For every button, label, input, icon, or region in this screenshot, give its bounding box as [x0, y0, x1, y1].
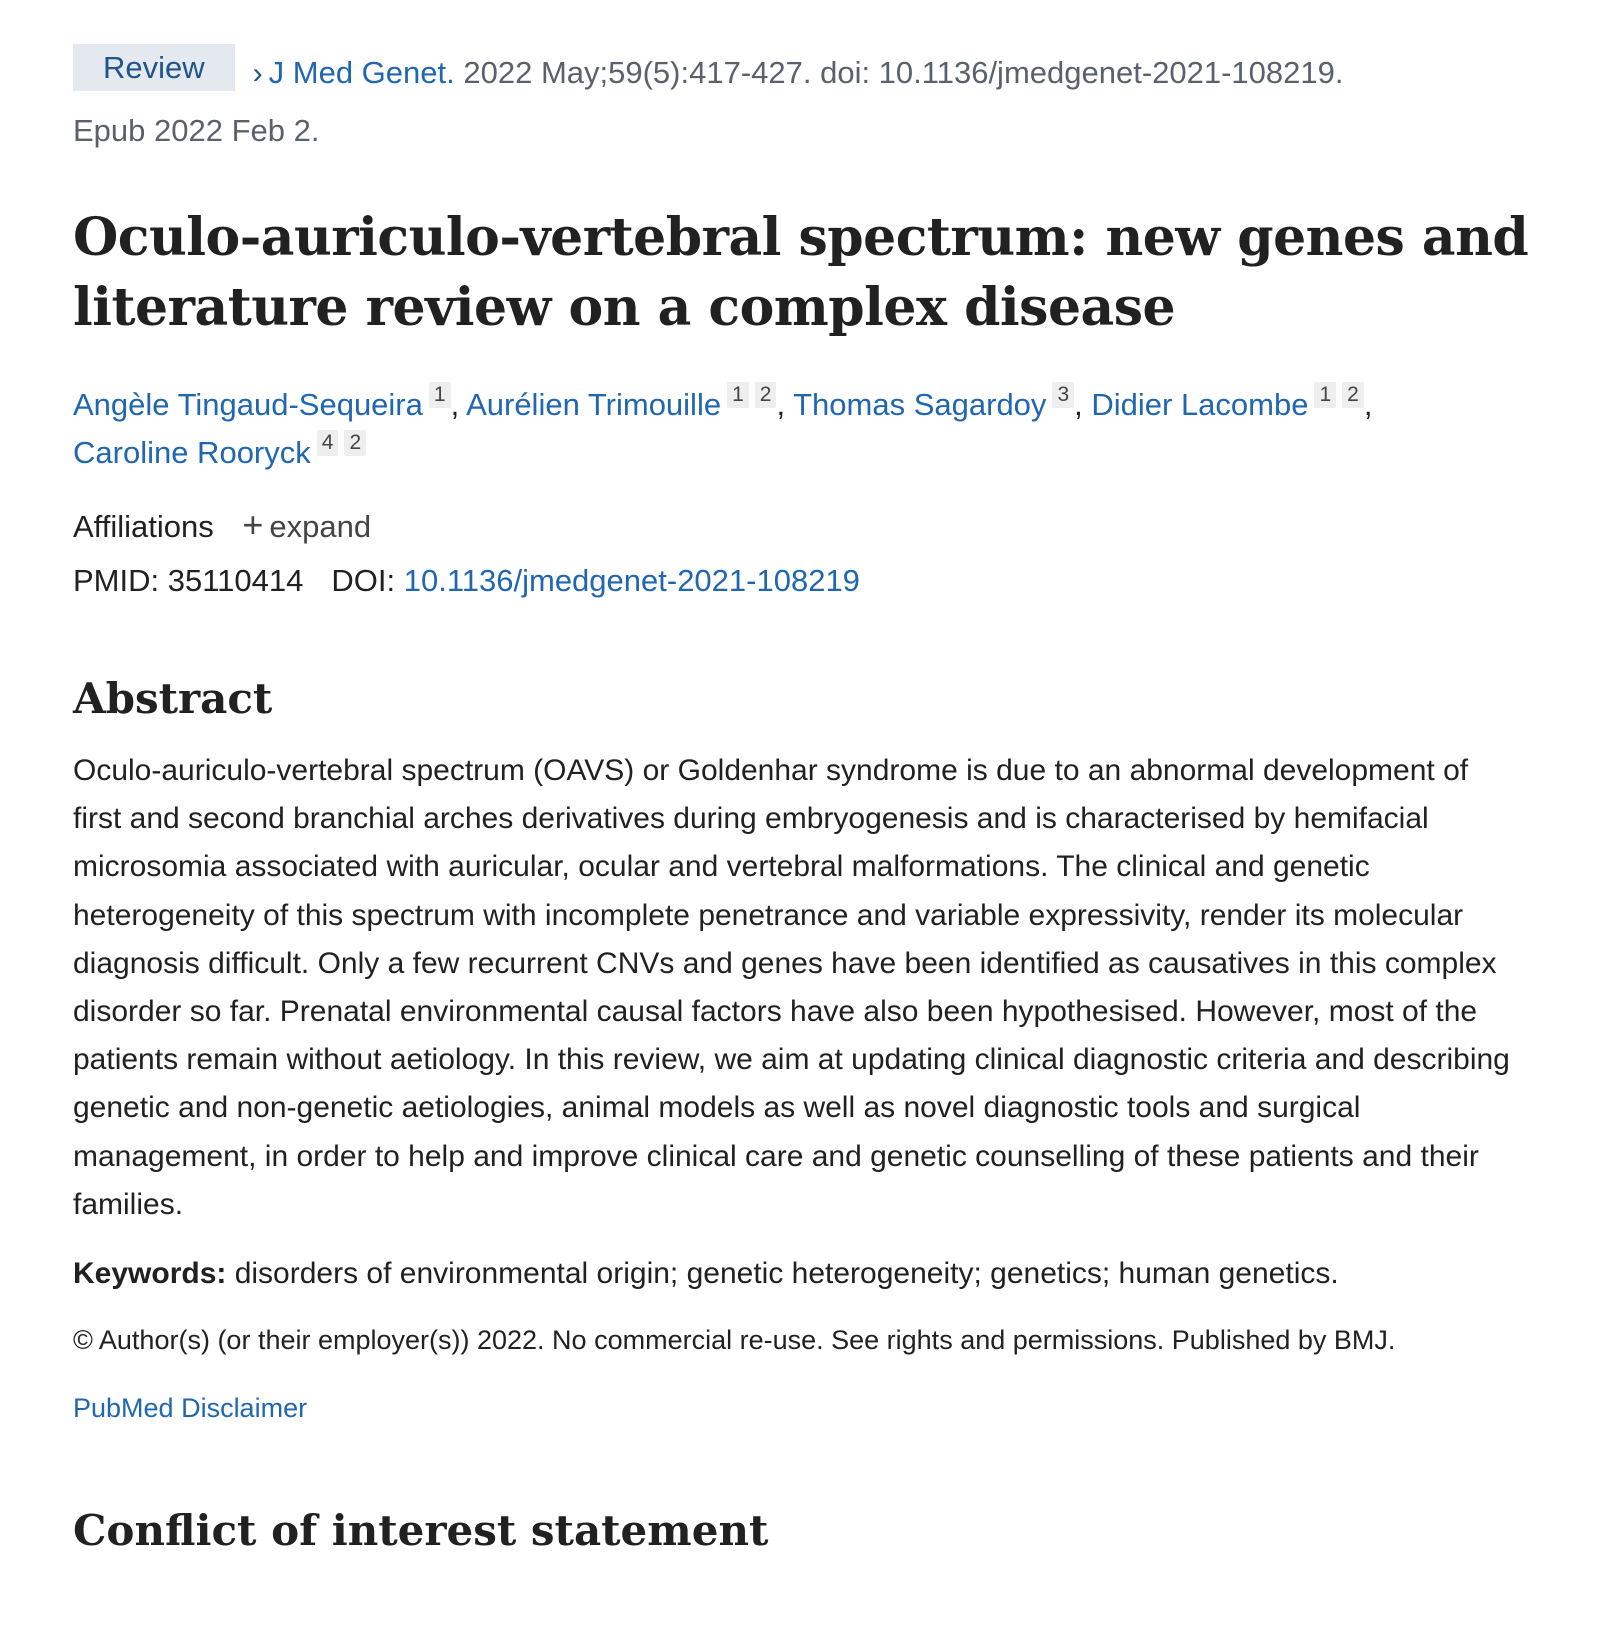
author-list: Angèle Tingaud-Sequeira 1 , Aurélien Trimouille 1 2 , Thomas Sagardoy 3 , Didier Lacombe 1 2 , Caroline Rooryck 4 2 — [73, 383, 1373, 470]
affiliation-marker[interactable]: 4 — [317, 430, 339, 456]
article-page — [73, 44, 1533, 1559]
author-link[interactable]: Thomas Sagardoy — [793, 387, 1047, 422]
abstract-text: Oculo-auriculo-vertebral spectrum (OAVS) or Goldenhar syndrome is due to an abnormal development of first and second branchial arches derivatives during embryogenesis and is characterised by hemifacial microsomia associated with auricular, ocular and vertebral malformations. The clinical and genetic heterogeneity of this spectrum with incomplete penetrance and variable expressivity, render its molecular diagnosis difficult. Only a few recurrent CNVs and genes have been identified as causatives in this complex disorder so far. Prenatal environmental causal factors have also been hypothesised. However, most of the patients remain without aetiology. In this review, we aim at updating clinical diagnostic criteria and describing genetic and non-genetic aetiologies, animal models as well as novel diagnostic tools and surgical management, in order to help and improve clinical care and genetic counselling of these patients and their families. — [73, 754, 1510, 1221]
affiliation-marker[interactable]: 2 — [755, 382, 777, 408]
abstract-heading: Abstract — [73, 674, 273, 723]
author-link[interactable]: Caroline Rooryck — [73, 435, 311, 470]
author-link[interactable]: Angèle Tingaud-Sequeira — [73, 387, 423, 422]
copyright-notice: © Author(s) (or their employer(s)) 2022. No commercial re-use. See rights and permissions. Published by BMJ. — [73, 1325, 1396, 1356]
affiliation-marker[interactable]: 2 — [1342, 382, 1364, 408]
affiliations-label: Affiliations — [73, 509, 214, 544]
affiliation-marker[interactable]: 2 — [344, 430, 366, 456]
epub-date: Epub 2022 Feb 2. — [73, 113, 320, 148]
expand-affiliations-button[interactable]: + expand — [242, 504, 372, 545]
chevron-right-icon: › — [252, 57, 263, 90]
citation-details: 2022 May;59(5):417-427. doi: 10.1136/jmedgenet-2021-108219. — [454, 55, 1344, 90]
author-link[interactable]: Aurélien Trimouille — [466, 387, 722, 422]
affiliation-marker[interactable]: 1 — [429, 382, 451, 408]
plus-icon: + — [242, 504, 264, 545]
identifiers-row — [73, 561, 1533, 601]
pubmed-disclaimer-link[interactable]: PubMed Disclaimer — [73, 1393, 308, 1424]
keywords — [73, 1253, 1533, 1295]
review-badge: Review — [73, 44, 235, 91]
affiliations-row — [73, 505, 1533, 547]
affiliation-marker[interactable]: 3 — [1052, 382, 1074, 408]
affiliation-marker[interactable]: 1 — [727, 382, 749, 408]
conflict-of-interest-heading: Conflict of interest statement — [73, 1506, 769, 1556]
doi-label: DOI: — [331, 563, 396, 598]
pmid-label: PMID: — [73, 563, 160, 598]
keywords-label: Keywords: — [73, 1257, 227, 1291]
affiliation-marker[interactable]: 1 — [1314, 382, 1336, 408]
author-link[interactable]: Didier Lacombe — [1091, 387, 1309, 422]
journal-link[interactable]: J Med Genet. — [268, 55, 455, 90]
keywords-text: disorders of environmental origin; genetic heterogeneity; genetics; human genetics. — [226, 1257, 1339, 1291]
citation-line — [73, 44, 1533, 102]
article-title: Oculo-auriculo-vertebral spectrum: new genes and literature review on a complex disease — [73, 207, 1529, 338]
pmid-value: 35110414 — [167, 563, 304, 598]
doi-link[interactable]: 10.1136/jmedgenet-2021-108219 — [403, 563, 860, 598]
